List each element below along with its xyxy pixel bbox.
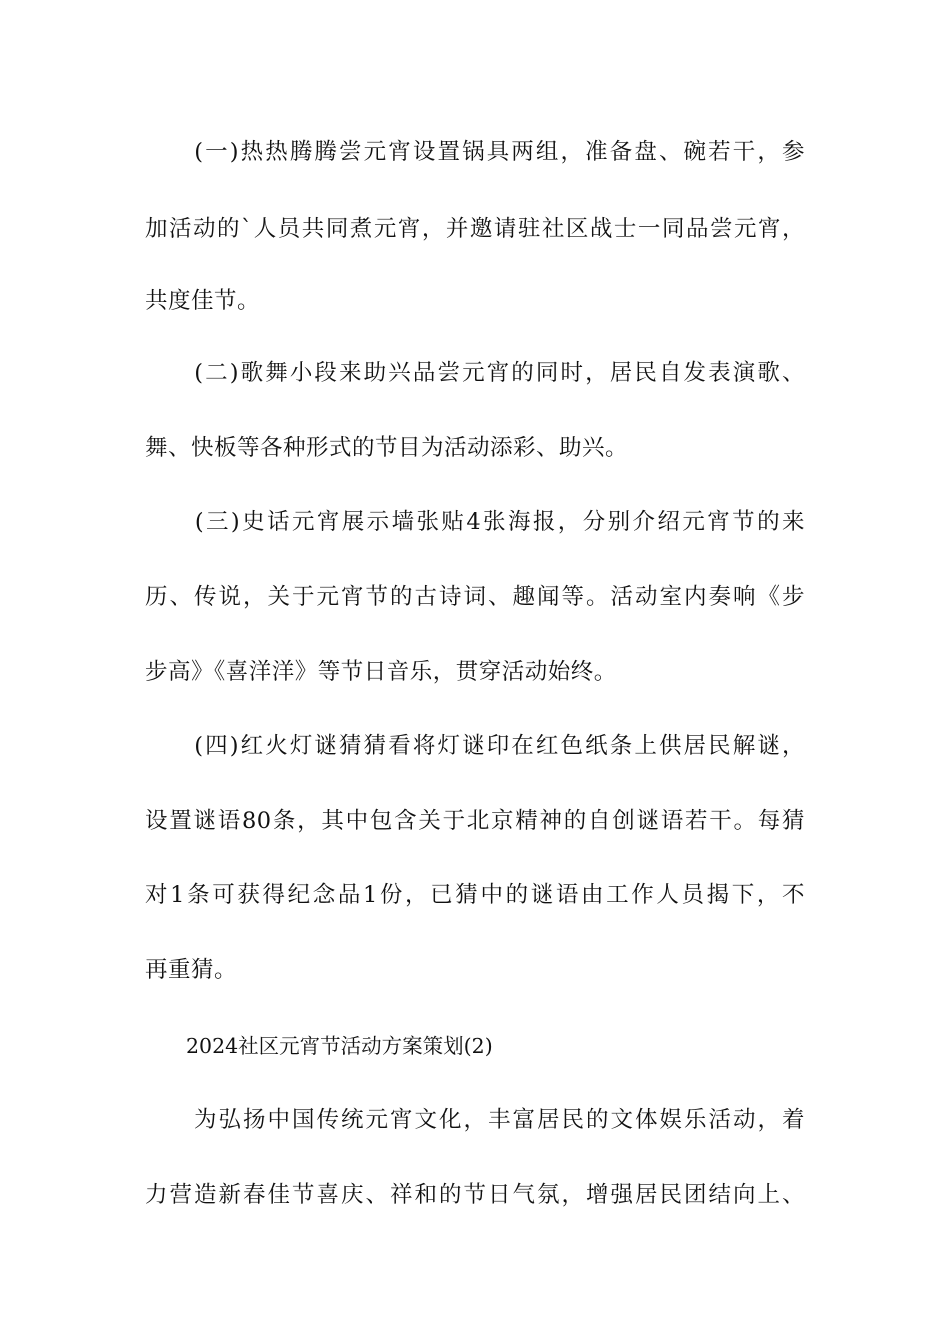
paragraph-4-line-3: 对1条可获得纪念品1份，已猜中的谜语由工作人员揭下，不	[145, 882, 805, 908]
paragraph-1-line-3: 共度佳节。	[145, 288, 261, 314]
paragraph-3-line-3: 步高》《喜洋洋》等节日音乐，贯穿活动始终。	[145, 659, 617, 685]
paragraph-4-line-1: (四)红火灯谜猜猜看将灯谜印在红色纸条上供居民解谜，	[145, 733, 805, 759]
paragraph-2-line-2: 舞、快板等各种形式的节目为活动添彩、助兴。	[145, 435, 629, 461]
section-heading: 2024社区元宵节活动方案策划(2)	[145, 1034, 493, 1058]
paragraph-5-line-1: 为弘扬中国传统元宵文化，丰富居民的文体娱乐活动，着	[145, 1107, 805, 1133]
paragraph-3-line-2: 历、传说，关于元宵节的古诗词、趣闻等。活动室内奏响《步	[145, 584, 805, 610]
paragraph-4-line-4: 再重猜。	[145, 957, 238, 983]
paragraph-1-line-1: (一)热热腾腾尝元宵设置锅具两组，准备盘、碗若干，参	[145, 139, 805, 165]
paragraph-4-line-2: 设置谜语80条，其中包含关于北京精神的自创谜语若干。每猜	[145, 808, 805, 834]
paragraph-3-line-1: (三)史话元宵展示墙张贴4张海报，分别介绍元宵节的来	[145, 509, 805, 535]
paragraph-5-line-2: 力营造新春佳节喜庆、祥和的节日气氛，增强居民团结向上、	[145, 1182, 805, 1208]
paragraph-2-line-1: (二)歌舞小段来助兴品尝元宵的同时，居民自发表演歌、	[145, 360, 805, 386]
paragraph-1-line-2: 加活动的`人员共同煮元宵，并邀请驻社区战士一同品尝元宵，	[145, 216, 805, 242]
